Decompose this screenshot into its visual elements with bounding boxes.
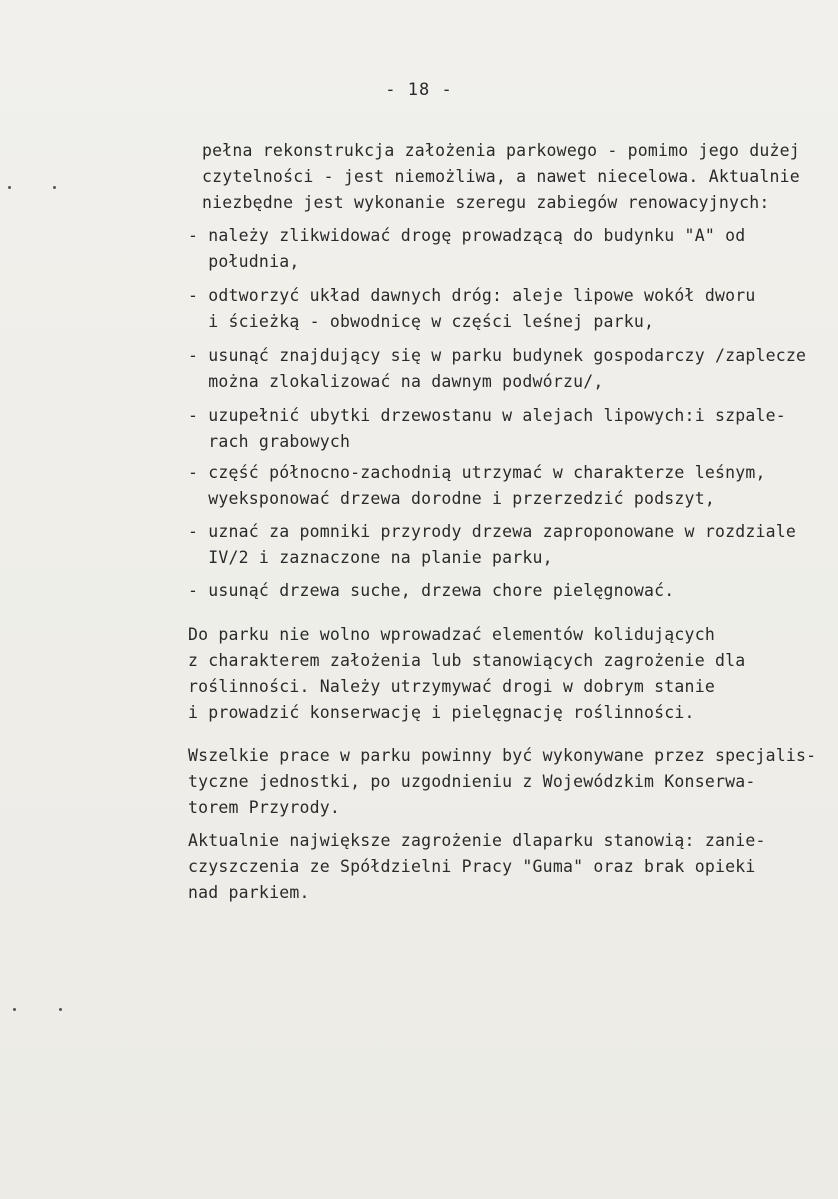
list-item-line: IV/2 i zaznaczone na planie parku, [188, 548, 553, 567]
list-item-line: - usunąć znajdujący się w parku budynek gospodarczy /zaplecze [188, 346, 807, 365]
list-item-line: i ścieżką - obwodnicę w części leśnej parku, [188, 312, 655, 331]
scan-speck [13, 1008, 16, 1011]
text-line: nad parkiem. [188, 883, 310, 902]
text-line: tyczne jednostki, po uzgodnieniu z Wojewódzkim Konserwa- [188, 772, 756, 791]
text-line: Wszelkie prace w parku powinny być wykonywane przez specjalis- [188, 746, 817, 765]
list-item-line: - uznać za pomniki przyrody drzewa zaproponowane w rozdziale [188, 522, 797, 541]
list-item-line: - odtworzyć układ dawnych dróg: aleje lipowe wokół dworu [188, 286, 756, 305]
list-item-line: wyeksponować drzewa dorodne i przerzedzić podszyt, [188, 489, 715, 508]
text-line: i prowadzić konserwację i pielęgnację roślinności. [188, 703, 695, 722]
text-line: z charakterem założenia lub stanowiących zagrożenie dla [188, 651, 746, 670]
list-item-line: można zlokalizować na dawnym podwórzu/, [188, 372, 604, 391]
text-line: czytelności - jest niemożliwa, a nawet niecelowa. Aktualnie [202, 167, 800, 186]
list-item-line: rach grabowych [188, 432, 351, 451]
text-line: Do parku nie wolno wprowadzać elementów kolidujących [188, 625, 715, 644]
list-item-line: - część północno-zachodnią utrzymać w charakterze leśnym, [188, 463, 766, 482]
text-line: torem Przyrody. [188, 798, 341, 817]
scan-speck [53, 186, 56, 189]
list-item-line: - należy zlikwidować drogę prowadzącą do budynku "A" od [188, 226, 746, 245]
text-line: niezbędne jest wykonanie szeregu zabiegów renowacyjnych: [202, 193, 770, 212]
text-line: Aktualnie największe zagrożenie dlaparku stanowią: zanie- [188, 831, 766, 850]
text-line: roślinności. Należy utrzymywać drogi w dobrym stanie [188, 677, 715, 696]
text-line: czyszczenia ze Spółdzielni Pracy "Guma" oraz brak opieki [188, 857, 756, 876]
list-item-line: południa, [188, 252, 300, 271]
scan-speck [8, 186, 11, 189]
list-item-line: - uzupełnić ubytki drzewostanu w alejach lipowych:i szpale- [188, 406, 786, 425]
page-number: - 18 - [385, 80, 453, 100]
list-item-line: - usunąć drzewa suche, drzewa chore pielęgnować. [188, 581, 675, 600]
text-line: pełna rekonstrukcja założenia parkowego - pomimo jego dużej [202, 141, 800, 160]
scan-speck [59, 1008, 62, 1011]
